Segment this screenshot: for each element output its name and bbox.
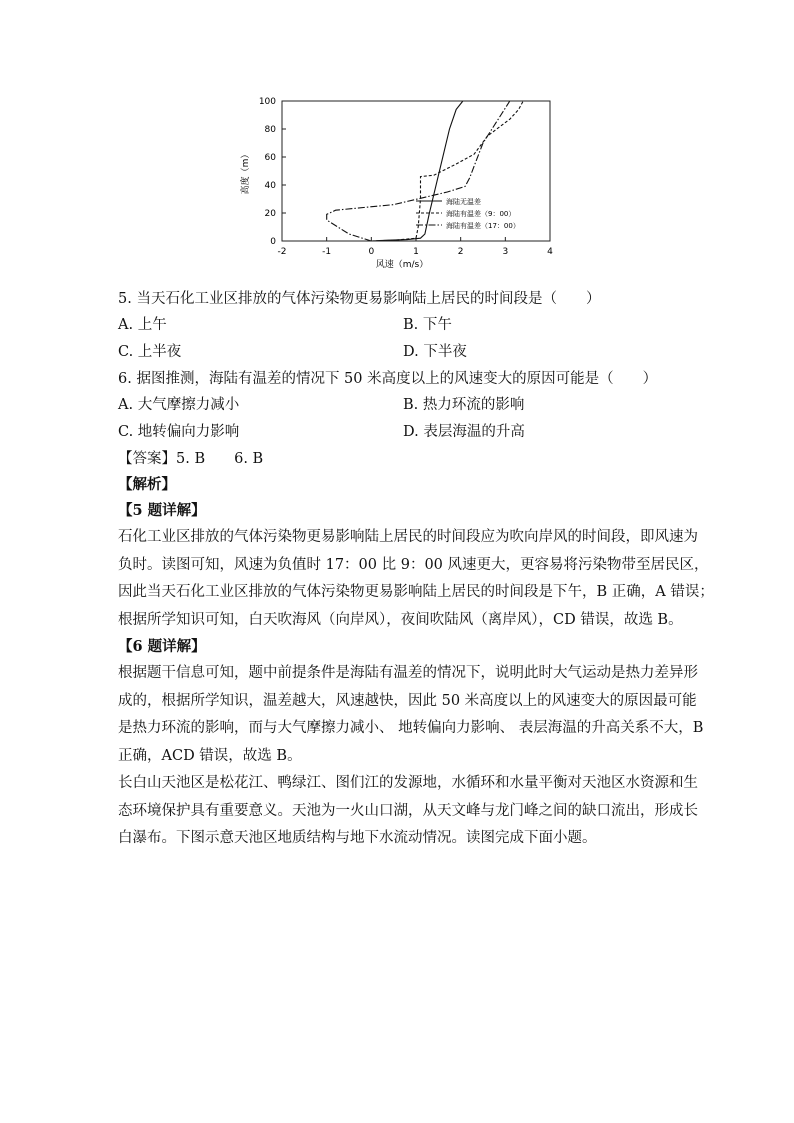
answer-line: 【答案】5. B 6. B	[118, 451, 264, 467]
question-5-options-row1	[118, 312, 718, 339]
x-tick-label: 3	[502, 247, 509, 257]
wind-speed-height-chart	[230, 88, 570, 270]
q6-heading: 【6 题详解】	[118, 638, 206, 655]
legend-label: 海陆有温差（17：00）	[446, 222, 520, 230]
legend-label: 海陆无温差	[446, 198, 481, 206]
x-tick-label: 4	[547, 247, 553, 257]
option-5b: B. 下午	[403, 317, 452, 333]
option-6c: C. 地转偏向力影响	[118, 424, 240, 440]
option-5a: A. 上午	[118, 317, 167, 333]
q5-explanation	[118, 524, 718, 634]
next-section-intro	[118, 770, 718, 853]
y-tick-label: 20	[264, 209, 276, 219]
y-tick-label: 0	[270, 237, 276, 247]
question-6-options-row1	[118, 392, 718, 419]
question-5-stem: 5. 当天石化工业区排放的气体污染物更易影响陆上居民的时间段是（ ）	[118, 291, 601, 307]
q6-line: 是热力环流的影响，而与大气摩擦力减小、 地转偏向力影响、 表层海温的升高关系不大，B	[118, 720, 704, 736]
question-content	[118, 286, 718, 853]
question-6-stem: 6. 据图推测，海陆有温差的情况下 50 米高度以上的风速变大的原因可能是（ ）	[118, 371, 658, 387]
series-line-1	[371, 101, 463, 241]
x-tick-label: 2	[457, 247, 464, 257]
q5-line: 负时。读图可知，风速为负值时 17：00 比 9：00 风速更大，更容易将污染物带至居民区，	[118, 556, 709, 573]
q6-explanation	[118, 660, 718, 770]
x-tick-label: 1	[413, 247, 419, 257]
option-6b: B. 热力环流的影响	[403, 397, 525, 413]
x-tick-label: -1	[322, 247, 332, 257]
option-6a: A. 大气摩擦力减小	[118, 397, 240, 413]
intro-line: 长白山天池区是松花江、鸭绿江、图们江的发源地，水循环和水量平衡对天池区水资源和生	[118, 775, 698, 791]
option-5d: D. 下半夜	[403, 344, 467, 360]
option-6d: D. 表层海温的升高	[403, 424, 525, 440]
legend-label: 海陆有温差（9：00）	[446, 210, 516, 218]
plot-frame	[282, 101, 550, 241]
series-line-3	[327, 101, 510, 241]
analysis-heading: 【解析】	[118, 476, 176, 493]
y-tick-label: 80	[264, 125, 276, 135]
y-tick-label: 60	[264, 153, 276, 163]
intro-line: 白瀑布。下图示意天池区地质结构与地下水流动情况。读图完成下面小题。	[118, 830, 597, 846]
q5-line: 根据所学知识可知，白天吹海风（向岸风），夜间吹陆风（离岸风），CD 错误，故选 B。	[118, 611, 683, 628]
q6-line: 根据题干信息可知，题中前提条件是海陆有温差的情况下，说明此时大气运动是热力差异形	[118, 665, 698, 681]
y-axis-label: 高度（m）	[241, 149, 251, 195]
question-6-options-row2	[118, 419, 718, 446]
q5-heading: 【5 题详解】	[118, 502, 206, 519]
q5-line: 因此当天石化工业区排放的气体污染物更易影响陆上居民的时间段是下午，B 正确，A 错误；	[118, 584, 714, 600]
option-5c: C. 上半夜	[118, 344, 182, 360]
y-tick-label: 40	[264, 181, 276, 191]
series-line-2	[371, 101, 523, 241]
intro-line: 态环境保护具有重要意义。天池为一火山口湖，从天文峰与龙门峰之间的缺口流出，形成长	[118, 802, 698, 819]
x-axis-label: 风速（m/s）	[375, 260, 429, 270]
q6-line: 成的，根据所学知识，温差越大，风速越快，因此 50 米高度以上的风速变大的原因最可能	[118, 692, 697, 709]
q6-line: 正确，ACD 错误，故选 B。	[118, 747, 302, 764]
x-tick-label: 0	[368, 247, 375, 257]
y-tick-label: 100	[258, 97, 276, 107]
question-5-options-row2	[118, 339, 718, 366]
x-tick-label: -2	[277, 247, 287, 257]
q5-line: 石化工业区排放的气体污染物更易影响陆上居民的时间段应为吹向岸风的时间段，即风速为	[118, 529, 698, 545]
